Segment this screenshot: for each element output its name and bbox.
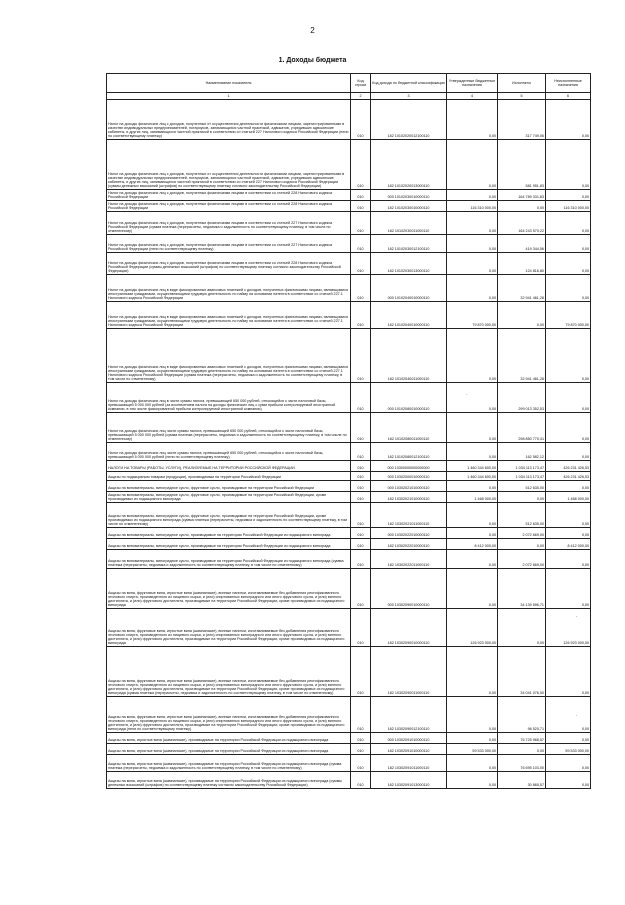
row-code-cell: 000 10102080010000110 (371, 383, 447, 413)
row-executed-cell: 34 139 596,71 (498, 569, 546, 609)
row-code-cell: 182 10102020012100110 (371, 100, 447, 140)
row-line-cell: 010 (351, 443, 371, 461)
table-row (107, 383, 591, 413)
row-line-cell: 010 (351, 275, 371, 302)
page-title: 1. Доходы бюджета (278, 57, 347, 64)
row-approved-cell: 0,00 (447, 550, 498, 569)
column-number: 4 (447, 93, 498, 100)
row-approved-cell: 0,00 (447, 100, 498, 140)
row-approved-cell: 0,00 (447, 383, 498, 413)
row-line-cell: 010 (351, 492, 371, 503)
table-row (107, 190, 591, 201)
table-row (107, 492, 591, 503)
row-unexecuted-cell: 0,00 (546, 235, 591, 253)
table-row (107, 539, 591, 550)
stray-mark: · (576, 614, 578, 620)
row-line-cell: 010 (351, 383, 371, 413)
row-executed-cell: 76 695 103,00 (498, 755, 546, 772)
row-approved-cell: 8 412 000,00 (447, 539, 498, 550)
row-line-cell: 010 (351, 140, 371, 190)
row-line-cell: 010 (351, 733, 371, 744)
row-approved-cell: 79 870 000,00 (447, 302, 498, 329)
header-indicator-name: Наименование показателя (107, 74, 351, 93)
row-line-cell: 010 (351, 539, 371, 550)
table-row (107, 744, 591, 755)
row-executed-cell: 76 725 968,57 (498, 733, 546, 744)
row-approved-cell: 0,00 (447, 528, 498, 539)
row-code-cell: 182 10102080011000110 (371, 413, 447, 443)
row-code-cell: 182 10302091011000110 (371, 755, 447, 772)
row-name-cell: Акцизы на вина, фруктовые вина, игристые вина (шампанские), винные напитки, изготавливаемые без добавления ректификованного этилового спирта, произведенного из пищевого сырья, и (или) спиртованных виноградного или иного фруктового сусла, и (или) винного дистиллята, и (или) фруктового дистиллята, производимые на территории Российской Федерации, кроме производимых из подакцизного винограда (сумма платежа (перерасчеты, недоимка и задолженность по соответствующему платежу, в том числе по отмененному) (107, 647, 351, 697)
row-approved-cell: 0,00 (447, 140, 498, 190)
table-row (107, 550, 591, 569)
row-executed-cell: 164 789 331,83 (498, 190, 546, 201)
row-code-cell: 182 10302021011000110 (371, 503, 447, 528)
row-approved-cell: 59 533 000,00 (447, 744, 498, 755)
row-unexecuted-cell: 1 468 000,00 (546, 492, 591, 503)
row-unexecuted-cell: 0,00 (546, 383, 591, 413)
row-unexecuted-cell: 426 231 426,53 (546, 472, 591, 481)
row-unexecuted-cell: 59 533 000,00 (546, 744, 591, 755)
row-executed-cell: 299 013 352,53 (498, 383, 546, 413)
row-unexecuted-cell: 0,00 (546, 772, 591, 789)
row-line-cell: 010 (351, 253, 371, 275)
column-number: 3 (371, 93, 447, 100)
table-row (107, 772, 591, 789)
row-executed-cell: 0,00 (498, 744, 546, 755)
row-name-cell: Налог на доходы физических лиц в виде фиксированных авансовых платежей с доходов, полученных физическими лицами, являющимися иностранными гражданами, осуществляющими трудовую деятельность по найму на основании патента в соответствии со статьей 227.1 Налогового кодекса Российской Федерации (сумма платежа (перерасчеты, недоимка и задолженность по соответствующему платежу, в том числе по отмененному) (107, 329, 351, 383)
header-approved: Утвержденные бюджетные назначения (447, 74, 498, 93)
row-code-cell: 000 10302022010000110 (371, 528, 447, 539)
table-row (107, 302, 591, 329)
row-executed-cell: 32 941 461,28 (498, 329, 546, 383)
row-unexecuted-cell: 0,00 (546, 481, 591, 492)
row-code-cell: 182 10102040010000110 (371, 302, 447, 329)
row-approved-cell: 0,00 (447, 235, 498, 253)
row-approved-cell: 0,00 (447, 755, 498, 772)
row-unexecuted-cell: 0,00 (546, 755, 591, 772)
row-code-cell: 000 10302000010000110 (371, 472, 447, 481)
row-name-cell: Акцизы по подакцизным товарам (продукции), производимым на территории Российской Федерации (107, 472, 351, 481)
row-approved-cell: 0,00 (447, 772, 498, 789)
header-executed: Исполнено (498, 74, 546, 93)
table-row (107, 609, 591, 647)
row-executed-cell: 0,00 (498, 609, 546, 647)
row-approved-cell: 126 923 000,00 (447, 609, 498, 647)
row-line-cell: 010 (351, 569, 371, 609)
row-executed-cell: 317 749,06 (498, 100, 546, 140)
row-line-cell: 010 (351, 190, 371, 201)
row-line-cell: 010 (351, 201, 371, 212)
row-line-cell: 010 (351, 772, 371, 789)
row-name-cell: Акцизы на виноматериалы, виноградное сусло, фруктовое сусло, производимые на территории Российской Федерации, кроме производимых из подакцизного винограда (107, 492, 351, 503)
row-name-cell: Налог на доходы физических лиц части суммы налога, превышающей 650 000 рублей, относящейся к части налоговой базы, превышающей 5 000 000 рублей (пени по соответствующему платежу) (107, 443, 351, 461)
row-line-cell: 010 (351, 528, 371, 539)
row-executed-cell: 124 816,80 (498, 253, 546, 275)
row-unexecuted-cell: 426 231 426,53 (546, 461, 591, 472)
row-unexecuted-cell: 126 923 000,00 (546, 609, 591, 647)
row-executed-cell: 0,00 (498, 492, 546, 503)
row-executed-cell: 419 344,56 (498, 235, 546, 253)
row-executed-cell: 298 850 770,41 (498, 413, 546, 443)
row-executed-cell: 1 034 113 173,47 (498, 461, 546, 472)
table-row (107, 201, 591, 212)
row-unexecuted-cell: 0,00 (546, 190, 591, 201)
header-income-code: Код дохода по бюджетной классификации (371, 74, 447, 93)
row-approved-cell: 0,00 (447, 647, 498, 697)
row-unexecuted-cell: 0,00 (546, 413, 591, 443)
row-code-cell: 000 10302090010000110 (371, 569, 447, 609)
row-executed-cell: 32 941 461,28 (498, 275, 546, 302)
table-row (107, 212, 591, 235)
column-number: 2 (351, 93, 371, 100)
row-executed-cell: 30 865,57 (498, 772, 546, 789)
row-name-cell: Налог на доходы физических лиц в части суммы налога, превышающей 650 000 рублей, относящейся к части налоговой базы, превышающей 5 000 000 рублей (за исключением налога на доходы физических лиц с сумм прибыли контролируемой иностранной компании, в том числе фиксированной прибыли контролируемой иностранной компании) (107, 383, 351, 413)
header-unexecuted: Неисполненные назначения (546, 74, 591, 93)
row-line-cell: 010 (351, 212, 371, 235)
row-executed-cell: 164 243 570,22 (498, 212, 546, 235)
column-number: 1 (107, 93, 351, 100)
stray-mark: · (576, 713, 578, 719)
row-approved-cell: 0,00 (447, 569, 498, 609)
table-row (107, 235, 591, 253)
table-row (107, 569, 591, 609)
row-name-cell: Налог на доходы физических лиц в виде фиксированных авансовых платежей с доходов, полученных физическими лицами, являющимися иностранными гражданами, осуществляющими трудовую деятельность по найму на основании патента в соответствии со статьей 227.1 Налогового кодекса Российской Федерации (107, 275, 351, 302)
row-approved-cell: 0,00 (447, 329, 498, 383)
row-approved-cell: 1 468 000,00 (447, 492, 498, 503)
row-name-cell: Акцизы на вина, игристые вина (шампанские), производимые на территории Российской Федерации из подакцизного винограда (суммы денежных взысканий (штрафов) по соответствующему платежу согласно законодательству Российской Федерации) (107, 772, 351, 789)
table-row (107, 413, 591, 443)
row-code-cell: 182 10102030012100110 (371, 235, 447, 253)
table-row (107, 329, 591, 383)
row-executed-cell: 512 635,00 (498, 503, 546, 528)
row-line-cell: 010 (351, 755, 371, 772)
row-approved-cell: 0,00 (447, 190, 498, 201)
row-line-cell: 010 (351, 503, 371, 528)
row-code-cell: 000 10102040010000110 (371, 275, 447, 302)
row-name-cell: Налог на доходы физических лиц части суммы налога, превышающей 650 000 рублей, относящейся к части налоговой базы, превышающей 5 000 000 рублей (сумма платежа (перерасчеты, недоимка и задолженность по соответствующему платежу, в том числе по отмененному) (107, 413, 351, 443)
table-row (107, 528, 591, 539)
row-line-cell: 010 (351, 647, 371, 697)
row-name-cell: Налог на доходы физических лиц с доходов, полученных физическими лицами в соответствии со статьей 228 Налогового кодекса Российской Федерации (107, 201, 351, 212)
row-name-cell: Акцизы на вина, игристые вина (шампанские), производимые на территории Российской Федерации из подакцизного винограда (107, 744, 351, 755)
row-executed-cell: 34 041 076,00 (498, 647, 546, 697)
row-unexecuted-cell: 0,00 (546, 733, 591, 744)
row-unexecuted-cell: 8 412 000,00 (546, 539, 591, 550)
row-name-cell: Налог на доходы физических лиц с доходов, полученных физическими лицами в соответствии со статьей 227 Налогового кодекса Российской Федерации (сумма платежа (перерасчеты, недоимка и задолженность по соответствующему платежу, в том числе по отмененному) (107, 212, 351, 235)
budget-income-table-wrapper (106, 73, 590, 789)
table-row (107, 647, 591, 697)
row-approved-cell: 0,00 (447, 503, 498, 528)
column-number: 6 (546, 93, 591, 100)
row-unexecuted-cell: 0,00 (546, 275, 591, 302)
table-row (107, 461, 591, 472)
row-executed-cell: 2 072 669,00 (498, 550, 546, 569)
table-row (107, 481, 591, 492)
table-row (107, 472, 591, 481)
row-name-cell: Акцизы на виноматериалы, виноградное сусло, производимые на территории Российской Федерации из подакцизного винограда (107, 539, 351, 550)
row-name-cell: Акцизы на вина, игристые вина (шампанские), производимые на территории Российской Федерации из подакцизного винограда (107, 733, 351, 744)
row-name-cell: НАЛОГИ НА ТОВАРЫ (РАБОТЫ, УСЛУГИ), РЕАЛИЗУЕМЫЕ НА ТЕРРИТОРИИ РОССИЙСКОЙ ФЕДЕРАЦИИ (107, 461, 351, 472)
row-code-cell: 182 10302022010000110 (371, 539, 447, 550)
table-row (107, 697, 591, 733)
row-code-cell: 182 10102040011000110 (371, 329, 447, 383)
row-code-cell: 182 10302022011000110 (371, 550, 447, 569)
row-name-cell: Акцизы на вина, фруктовые вина, игристые вина (шампанские), винные напитки, изготавливаемые без добавления ректификованного этилового спирта, произведенного из пищевого сырья, и (или) спиртованных виноградного или иного фруктового сусла, и (или) винного дистиллята, и (или) фруктового дистиллята, производимые на территории Российской Федерации, кроме производимых из подакцизного винограда (107, 609, 351, 647)
row-executed-cell: 512 635,00 (498, 481, 546, 492)
row-approved-cell: 0,00 (447, 443, 498, 461)
table-row (107, 755, 591, 772)
row-unexecuted-cell: 0,00 (546, 503, 591, 528)
row-unexecuted-cell: 0,00 (546, 569, 591, 609)
page-number: 2 (310, 26, 315, 35)
row-unexecuted-cell: 79 870 000,00 (546, 302, 591, 329)
row-code-cell: 000 10102030010000110 (371, 190, 447, 201)
row-code-cell: 182 10102030013000110 (371, 253, 447, 275)
column-number: 5 (498, 93, 546, 100)
row-name-cell: Налог на доходы физических лиц в виде фиксированных авансовых платежей с доходов, полученных физическими лицами, являющимися иностранными гражданами, осуществляющими трудовую деятельность по найму на основании патента в соответствии со статьей 227.1 Налогового кодекса Российской Федерации (107, 302, 351, 329)
row-approved-cell: 0,00 (447, 481, 498, 492)
row-code-cell: 000 10302091010000110 (371, 733, 447, 744)
table-row (107, 100, 591, 140)
row-name-cell: Акцизы на виноматериалы, виноградное сусло, фруктовое сусло, производимые на территории Российской Федерации (107, 481, 351, 492)
row-executed-cell: 0,00 (498, 539, 546, 550)
row-approved-cell: 0,00 (447, 413, 498, 443)
row-approved-cell: 116 310 000,00 (447, 201, 498, 212)
row-line-cell: 010 (351, 235, 371, 253)
row-executed-cell: 0,00 (498, 302, 546, 329)
row-code-cell: 182 10302091010000110 (371, 744, 447, 755)
row-executed-cell: 0,00 (498, 201, 546, 212)
table-row (107, 503, 591, 528)
row-code-cell: 182 10102020013000110 (371, 140, 447, 190)
row-name-cell: Налог на доходы физических лиц с доходов, полученных от осуществления деятельности физическими лицами, зарегистрированными в качестве индивидуальных предпринимателей, нотариусов, занимающихся частной практикой, адвокатов, учредивших адвокатские кабинеты, и других лиц, занимающихся частной практикой в соответствии со статьей 227 Налогового кодекса Российской Федерации (пени по соответствующему платежу) (107, 100, 351, 140)
row-code-cell: 182 10302091013000110 (371, 772, 447, 789)
table-row (107, 275, 591, 302)
row-executed-cell: 2 072 669,00 (498, 528, 546, 539)
stray-mark: · (466, 392, 468, 398)
table-row (107, 140, 591, 190)
row-approved-cell: 1 460 344 600,00 (447, 461, 498, 472)
row-executed-cell: 162 582,12 (498, 443, 546, 461)
table-row (107, 253, 591, 275)
row-code-cell: 182 10102080012100110 (371, 443, 447, 461)
row-code-cell: 000 10300000000000000 (371, 461, 447, 472)
row-name-cell: Акцизы на виноматериалы, виноградное сусло, производимые на территории Российской Федерации из подакцизного винограда (сумма платежа (перерасчеты, недоимка и задолженность по соответствующему платежу, в том числе по отмененному) (107, 550, 351, 569)
row-unexecuted-cell: 0,00 (546, 443, 591, 461)
row-name-cell: Акцизы на вина, фруктовые вина, игристые вина (шампанские), винные напитки, изготавливаемые без добавления ректификованного этилового спирта, произведенного из пищевого сырья, и (или) спиртованных виноградного или иного фруктового сусла, и (или) винного дистиллята, и (или) фруктового дистиллята, производимые на территории Российской Федерации, кроме производимых из подакцизного винограда (пени по соответствующему платежу) (107, 697, 351, 733)
row-code-cell: 000 10302021010000110 (371, 481, 447, 492)
row-name-cell: Акцизы на вина, игристые вина (шампанские), производимые на территории Российской Федерации из подакцизного винограда (сумма платежа (перерасчеты, недоимка и задолженность по соответствующему платежу, в том числе по отмененному) (107, 755, 351, 772)
row-line-cell: 010 (351, 461, 371, 472)
row-line-cell: 010 (351, 472, 371, 481)
row-code-cell: 182 10302090011000110 (371, 647, 447, 697)
row-approved-cell: 0,00 (447, 253, 498, 275)
row-line-cell: 010 (351, 302, 371, 329)
row-name-cell: Налог на доходы физических лиц с доходов, полученных от осуществления деятельности физическими лицами, зарегистрированными в качестве индивидуальных предпринимателей, нотариусов, занимающихся частной практикой, адвокатов, учредивших адвокатские кабинеты, и других лиц, занимающихся частной практикой в соответствии со статьей 227 Налогового кодекса Российской Федерации (суммы денежных взысканий (штрафов) по соответствующему платежу согласно законодательству Российской Федерации) (107, 140, 351, 190)
row-unexecuted-cell: 0,00 (546, 697, 591, 733)
row-line-cell: 010 (351, 609, 371, 647)
row-unexecuted-cell: 0,00 (546, 528, 591, 539)
row-unexecuted-cell: 0,00 (546, 550, 591, 569)
header-line-code: Код строки (351, 74, 371, 93)
row-unexecuted-cell: 0,00 (546, 100, 591, 140)
row-name-cell: Акцизы на виноматериалы, виноградное сусло, фруктовое сусло, производимые на территории Российской Федерации, кроме производимых из подакцизного винограда (сумма платежа (перерасчеты, недоимка и задолженность по соответствующему платежу, в том числе по отмененному) (107, 503, 351, 528)
row-line-cell: 010 (351, 550, 371, 569)
row-code-cell: 182 10302090010000110 (371, 609, 447, 647)
row-code-cell: 182 10302021010000110 (371, 492, 447, 503)
row-approved-cell: 0,00 (447, 212, 498, 235)
row-executed-cell: 98 520,71 (498, 697, 546, 733)
table-row (107, 733, 591, 744)
row-unexecuted-cell: 0,00 (546, 253, 591, 275)
row-code-cell: 182 10302090012100110 (371, 697, 447, 733)
row-unexecuted-cell: 0,00 (546, 647, 591, 697)
row-line-cell: 010 (351, 413, 371, 443)
table-header-row (107, 74, 591, 93)
row-line-cell: 010 (351, 100, 371, 140)
row-approved-cell: 0,00 (447, 697, 498, 733)
table-body (107, 100, 591, 789)
row-line-cell: 010 (351, 697, 371, 733)
row-code-cell: 182 10102030011000110 (371, 212, 447, 235)
row-unexecuted-cell: 0,00 (546, 140, 591, 190)
row-approved-cell: 1 460 344 600,00 (447, 472, 498, 481)
row-unexecuted-cell: 0,00 (546, 212, 591, 235)
row-approved-cell: 0,00 (447, 733, 498, 744)
row-line-cell: 010 (351, 744, 371, 755)
column-number-row (107, 93, 591, 100)
row-approved-cell: 0,00 (447, 275, 498, 302)
row-executed-cell: 1 034 113 173,47 (498, 472, 546, 481)
row-line-cell: 010 (351, 329, 371, 383)
row-code-cell: 182 10102030010000110 (371, 201, 447, 212)
row-line-cell: 010 (351, 481, 371, 492)
row-executed-cell: 581 951,83 (498, 140, 546, 190)
row-name-cell: Налог на доходы физических лиц с доходов, полученных физическими лицами в соответствии со статьей 227 Налогового кодекса Российской Федерации (пени по соответствующему платежу) (107, 235, 351, 253)
budget-income-table (106, 73, 591, 789)
row-name-cell: Налог на доходы физических лиц с доходов, полученных физическими лицами в соответствии со статьей 228 Налогового кодекса Российской Федерации (107, 190, 351, 201)
table-row (107, 443, 591, 461)
row-name-cell: Акцизы на виноматериалы, виноградное сусло, производимые на территории Российской Федерации из подакцизного винограда (107, 528, 351, 539)
row-name-cell: Налог на доходы физических лиц с доходов, полученных физическими лицами в соответствии со статьей 228 Налогового кодекса Российской Федерации (суммы денежных взысканий (штрафов) по соответствующему платежу согласно законодательству Российской Федерации) (107, 253, 351, 275)
row-unexecuted-cell: 116 310 000,00 (546, 201, 591, 212)
row-name-cell: Акцизы на вина, фруктовые вина, игристые вина (шампанские), винные напитки, изготавливаемые без добавления ректификованного этилового спирта, произведенного из пищевого сырья, и (или) спиртованных виноградного или иного фруктового сусла, и (или) винного дистиллята, и (или) фруктового дистиллята, производимые на территории Российской Федерации, кроме производимых из подакцизного винограда (107, 569, 351, 609)
row-unexecuted-cell: 0,00 (546, 329, 591, 383)
